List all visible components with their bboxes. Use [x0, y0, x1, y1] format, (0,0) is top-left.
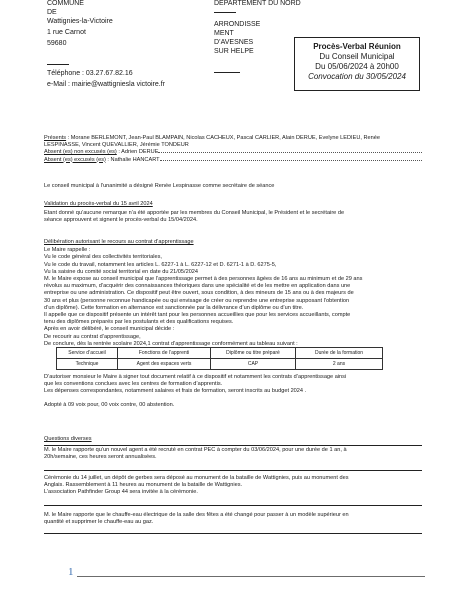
vote-result: Adopté à 09 voix pour, 00 voix contre, 00 abstention. — [44, 401, 175, 408]
commune-name: Wattignies-la-Victoire — [47, 18, 113, 25]
separator-line — [44, 505, 422, 506]
question-line: 20h/semaine, ces heures seront annualisées. — [44, 454, 157, 461]
title-box — [294, 37, 420, 91]
absent-unexcused-label: Absent (es) non excusés (es) — [44, 149, 117, 156]
separator-line — [44, 445, 422, 446]
deliberation-line: tenu des diplômes préparés par les postulants et des qualifications requises. — [44, 319, 234, 326]
separator-line — [44, 533, 422, 534]
table-header-row — [57, 348, 383, 359]
commune-block — [47, 0, 167, 48]
present-label: Présents — [44, 135, 67, 141]
deliberation-line: Le Maire rappelle : — [44, 247, 91, 254]
deliberation-line: entreprise ou une administration. Ce dispositif peut être ouvert, sous condition, à des mineurs de 15 ans ou à des majeurs de — [44, 290, 354, 297]
commune-de: DE — [47, 9, 57, 16]
table-header-cell: Service d’accueil — [57, 348, 118, 359]
questions-section — [44, 436, 422, 443]
title-line-3: Du 05/06/2024 à 20h00 — [315, 62, 399, 71]
title-line-4: Convocation du 30/05/2024 — [308, 72, 406, 81]
deliberation-line: Il appelle que ce dispositif présente un intérêt tant pour les personnes accueillies que pour les services accueillants, compte — [44, 312, 351, 319]
commune-postcode: 59680 — [47, 40, 67, 47]
deliberation-line: 30 ans et plus (personne reconnue handicapée ou qui envisage de créer ou reprendre une entreprise supposant l’obtention — [44, 297, 350, 304]
question-line: quantité et supprimer le chauffe-eau au gaz. — [44, 519, 154, 526]
deliberation-line: Vu le code du travail, notamment les articles L. 6227-1 à L. 6227-12 et D. 6271-1 à D. 6275-5, — [44, 261, 277, 268]
title-line-2: Du Conseil Municipal — [319, 52, 395, 61]
deliberation-heading: Délibération autorisant le recours au contrat d’apprentissage — [44, 239, 194, 245]
present-text: : Morane BERLEMONT, Jean-Paul BLAMPAIN, Nicolas CACHEUX, Pascal CARLIER, Alain DERUE, Evelyne LEDIEU, Renée — [66, 135, 380, 141]
validation-heading: Validation du procès-verbal du 15 avril 2024 — [44, 201, 153, 207]
deliberation-line: Après en avoir délibéré, le conseil municipal décide : — [44, 326, 175, 333]
table-header-cell: Diplôme ou titre préparé — [211, 348, 296, 359]
deliberation-after-line: que les conventions conclues avec les centres de formation d’apprentis. — [44, 381, 223, 388]
table-cell: Technique — [57, 359, 118, 370]
department-top-rule — [214, 12, 236, 13]
arrondissement-line-3: D’AVESNES — [214, 39, 254, 46]
deliberation-line: Vu le code général des collectivités territoriales, — [44, 254, 162, 261]
question-line: M. le Maire rapporte qu’un nouvel agent a été recruté en contrat PEC à compter du 03/06/2024, pour une durée de 1 an, à — [44, 447, 347, 453]
table-row — [57, 359, 383, 370]
present-text-2: LESPINASSE, Vincent QUEVALLIER, Jérémie TONDEUR — [44, 142, 189, 149]
questions-heading: Questions diverses — [44, 436, 92, 442]
footer-rule — [77, 576, 425, 577]
arrondissement-line-4: SUR HELPE — [214, 48, 254, 55]
deliberation-line: De recourir au contrat d’apprentissage, — [44, 333, 141, 340]
department-label: DEPARTEMENT DU NORD — [214, 0, 301, 7]
arrondissement-line-1: ARRONDISSE — [214, 21, 261, 28]
question-paragraph-3 — [44, 512, 422, 526]
absent-unexcused-text: : Adrien DERUE — [116, 149, 159, 156]
title-text: Procès-Verbal Réunion — [313, 42, 401, 51]
deliberation-section — [44, 239, 422, 348]
question-paragraph-2 — [44, 475, 422, 497]
department-bottom-rule — [214, 72, 240, 73]
table-header-cell: Durée de la formation — [296, 348, 383, 359]
deliberation-line: révolus au maximum, d’acquérir des connaissances théoriques dans une spécialité et de les mettre en application dans une — [44, 283, 351, 290]
dotted-leader — [160, 160, 422, 161]
question-line: L’association Pathfinder Group 44 sera invitée à la cérémonie. — [44, 489, 198, 496]
commune-contact — [47, 69, 207, 89]
dotted-leader — [158, 152, 422, 153]
deliberation-after-line: D’autoriser monsieur le Maire à signer tout document relatif à ce dispositif et notamment les contrats d’apprentissage ainsi — [44, 374, 347, 380]
absent-excused-label: Absent (es) excusés (es) — [44, 156, 106, 163]
commune-label: COMMUNE — [47, 0, 84, 7]
deliberation-after — [44, 374, 422, 409]
table-cell: 2 ans — [296, 359, 383, 370]
question-paragraph-1 — [44, 447, 422, 461]
arrondissement-line-2: MENT — [214, 30, 234, 37]
commune-address: 1 rue Carnot — [47, 29, 86, 36]
table-cell: CAP — [211, 359, 296, 370]
absent-excused-text: : Nathalie HANCART — [105, 156, 160, 163]
validation-section — [44, 201, 422, 225]
phone-text: Téléphone : 03.27.67.82.16 — [47, 70, 133, 77]
question-line: M. le Maire rapporte que le chauffe-eau électrique de la salle des fêtes a été changé pour passer à un modèle supérieur en — [44, 512, 349, 518]
deliberation-line: d’un diplôme). Cette formation en alternance est sanctionnée par la délivrance d’un diplôme ou d’un titre. — [44, 304, 304, 311]
table-header-cell: Fonctions de l’apprenti — [118, 348, 211, 359]
secretary-line: Le conseil municipal à l’unanimité a désigné Renée Lespinasse comme secrétaire de séance — [44, 183, 275, 189]
deliberation-line: M. le Maire expose au conseil municipal que l’apprentissage permet à des personnes âgées de 16 ans au minimum et de 29 ans — [44, 276, 363, 283]
separator-line — [44, 470, 422, 471]
attendance-block — [44, 135, 422, 164]
question-line: Cérémonie du 14 juillet, un dépôt de gerbes sera déposé au monument de la bataille de Wattignies, puis au monument des — [44, 475, 349, 481]
deliberation-line: Vu la saisine du comité social territorial en date du 21/05/2024 — [44, 268, 199, 275]
apprenticeship-table — [56, 347, 383, 370]
deliberation-after-line: Les dépenses correspondantes, notamment salaires et frais de formation, seront inscrits au budget 2024 . — [44, 388, 307, 395]
commune-rule — [47, 64, 69, 65]
deliberation-line: De conclure, dès la rentrée scolaire 2024,1 contrat d’apprentissage conformément au tableau suivant : — [44, 340, 298, 347]
validation-text-1: Etant donné qu’aucune remarque n’a été apportée par les membres du Conseil Municipal, le Président et le secrétaire de — [44, 210, 345, 217]
table-cell: Agent des espaces verts — [118, 359, 211, 370]
page-number: 1 — [68, 566, 74, 578]
email-text: e-Mail : mairie@wattigniesla victoire.fr — [47, 81, 165, 88]
validation-text-2: séance approuvent et signent le procès-verbal du 15/04/2024. — [44, 217, 198, 224]
question-line: Anglais. Rassemblement à 11 heures au monument de la bataille de Wattignies. — [44, 482, 243, 489]
